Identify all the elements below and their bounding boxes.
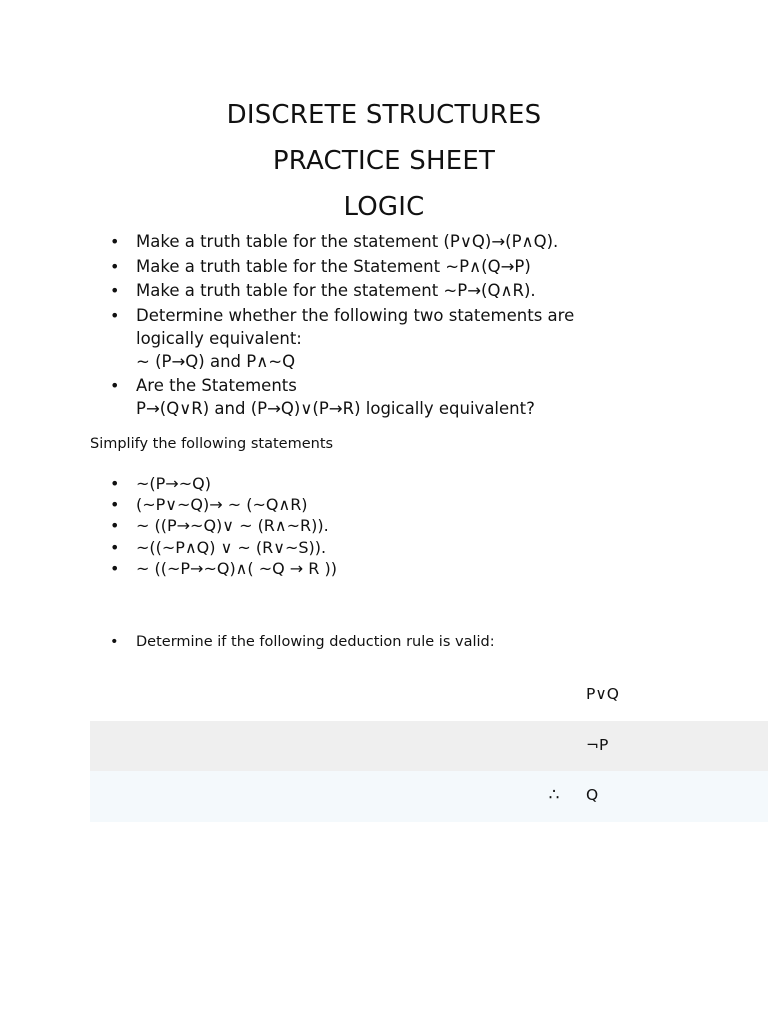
- question-item: [110, 279, 574, 302]
- deduction-prompt-item: [110, 632, 495, 652]
- question-item: [110, 255, 574, 278]
- title-sheet: PRACTICE SHEET: [272, 146, 496, 176]
- deduction-premise-row: [90, 721, 768, 772]
- question-text: • Are the Statements: [136, 376, 297, 395]
- question-text: Make a truth table for the statement (P∨Q)→(P∧Q).: [136, 232, 559, 251]
- question-text-continued: logically equivalent:: [136, 328, 302, 348]
- simplify-expression: ~((~P∧Q) ∨ ~ (R∨~S)).: [136, 537, 327, 557]
- simplify-expression: ~(P→~Q): [136, 474, 211, 493]
- deduction-premise: P∨Q: [586, 685, 619, 703]
- therefore-symbol: ∴: [548, 785, 560, 805]
- question-text: • Determine whether the following two statements are: [136, 305, 575, 325]
- deduction-list: [110, 632, 495, 652]
- simplify-heading: Simplify the following statements: [90, 436, 334, 452]
- simplify-expression: ~ ((P→~Q)∨ ~ (R∧~R)).: [136, 516, 329, 536]
- question-statement: P→(Q∨R) and (P→Q)∨(P→R) logically equivalent?: [136, 399, 535, 418]
- title-block: [0, 92, 768, 230]
- simplify-expression: ~ ((~P→~Q)∧( ~Q → R )): [136, 558, 337, 578]
- simplify-item: [110, 473, 337, 494]
- deduction-premise-row: [90, 670, 768, 721]
- title-topic: LOGIC: [343, 192, 425, 222]
- deduction-conclusion-row: [90, 771, 768, 822]
- question-item: [110, 374, 574, 420]
- simplify-item: [110, 494, 337, 515]
- deduction-table: [90, 670, 768, 822]
- question-text: Make a truth table for the Statement ~P∧(Q→P): [136, 256, 531, 276]
- simplify-item: [110, 515, 337, 536]
- question-text: Make a truth table for the statement ~P→(Q∧R).: [136, 281, 536, 300]
- simplify-list: [110, 473, 337, 579]
- question-item: [110, 230, 574, 253]
- simplify-item: [110, 537, 337, 558]
- question-statement: ~ (P→Q) and P∧~Q: [136, 351, 296, 371]
- deduction-conclusion: Q: [586, 786, 599, 804]
- questions-list: [110, 230, 574, 422]
- deduction-prompt: Determine if the following deduction rule is valid:: [136, 634, 495, 650]
- simplify-item: [110, 558, 337, 579]
- simplify-expression: (~P∨~Q)→ ~ (~Q∧R): [136, 495, 308, 515]
- title-course: DISCRETE STRUCTURES: [226, 100, 542, 130]
- question-item: [110, 304, 574, 373]
- deduction-premise: ¬P: [586, 735, 609, 754]
